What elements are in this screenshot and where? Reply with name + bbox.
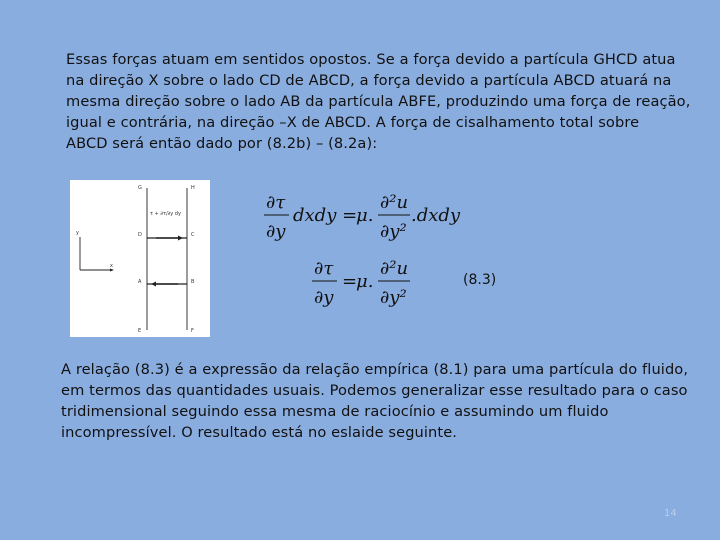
label-h: H bbox=[191, 185, 195, 191]
shear-annotation: τ + ∂τ/∂y dy bbox=[150, 211, 181, 217]
label-d: D bbox=[138, 232, 142, 238]
label-a: A bbox=[138, 279, 142, 285]
text-line: mesma direção sobre o lado AB da partícula ABFE, produzindo uma força de reação, bbox=[66, 93, 691, 110]
arrowhead-top bbox=[178, 236, 183, 241]
arrowhead-bottom bbox=[151, 282, 156, 287]
eq1-mu: μ. bbox=[356, 205, 374, 226]
eq1-rhs-denominator: ∂y² bbox=[380, 221, 407, 242]
text-line: A relação (8.3) é a expressão da relação empírica (8.1) para uma partícula do fluido, bbox=[61, 361, 689, 378]
text-line: Essas forças atuam em sentidos opostos. Se a força devido a partícula GHCD atua bbox=[66, 51, 676, 68]
equation-number: (8.3) bbox=[463, 272, 497, 288]
text-line: incompressível. O resultado está no eslaide seguinte. bbox=[61, 424, 458, 441]
text-line: tridimensional seguindo essa mesma de raciocínio e assumindo um fluido bbox=[61, 403, 609, 420]
equations-block bbox=[262, 188, 482, 312]
text-line: em termos das quantidades usuais. Podemos generalizar esse resultado para o caso bbox=[61, 382, 688, 399]
text-line: ABCD será então dado por (8.2b) – (8.2a): bbox=[66, 135, 378, 152]
eq2-lhs-denominator: ∂y bbox=[314, 287, 334, 308]
equations-svg bbox=[262, 188, 482, 312]
eq2-mu: μ. bbox=[356, 271, 374, 292]
diagram-svg bbox=[70, 180, 210, 337]
label-c: C bbox=[191, 232, 195, 238]
eq2-rhs-denominator: ∂y² bbox=[380, 287, 407, 308]
eq2-lhs-numerator: ∂τ bbox=[314, 258, 334, 279]
eq2-equals: = bbox=[342, 271, 358, 292]
paragraph-conclusion bbox=[61, 359, 701, 443]
x-axis-label: x bbox=[110, 263, 113, 269]
eq1-rhs-numerator: ∂²u bbox=[380, 192, 409, 213]
y-axis-label: y bbox=[76, 230, 79, 236]
label-f: F bbox=[191, 328, 194, 334]
page-number: 14 bbox=[664, 508, 677, 519]
eq1-rhs-tail: .dxdy bbox=[411, 205, 461, 226]
fluid-element-diagram bbox=[70, 180, 210, 337]
text-line: na direção X sobre o lado CD de ABCD, a força devido a partícula ABCD atuará na bbox=[66, 72, 672, 89]
eq1-lhs-tail: dxdy = bbox=[293, 205, 358, 226]
label-b: B bbox=[191, 279, 195, 285]
equation-1 bbox=[264, 192, 461, 242]
text-line: igual e contrária, na direção –X de ABCD. A força de cisalhamento total sobre bbox=[66, 114, 640, 131]
label-g: G bbox=[138, 185, 142, 191]
paragraph-intro bbox=[66, 49, 696, 154]
equation-2 bbox=[312, 258, 410, 308]
eq1-lhs-denominator: ∂y bbox=[266, 221, 286, 242]
eq2-rhs-numerator: ∂²u bbox=[380, 258, 409, 279]
label-e: E bbox=[138, 328, 142, 334]
eq1-lhs-numerator: ∂τ bbox=[266, 192, 286, 213]
